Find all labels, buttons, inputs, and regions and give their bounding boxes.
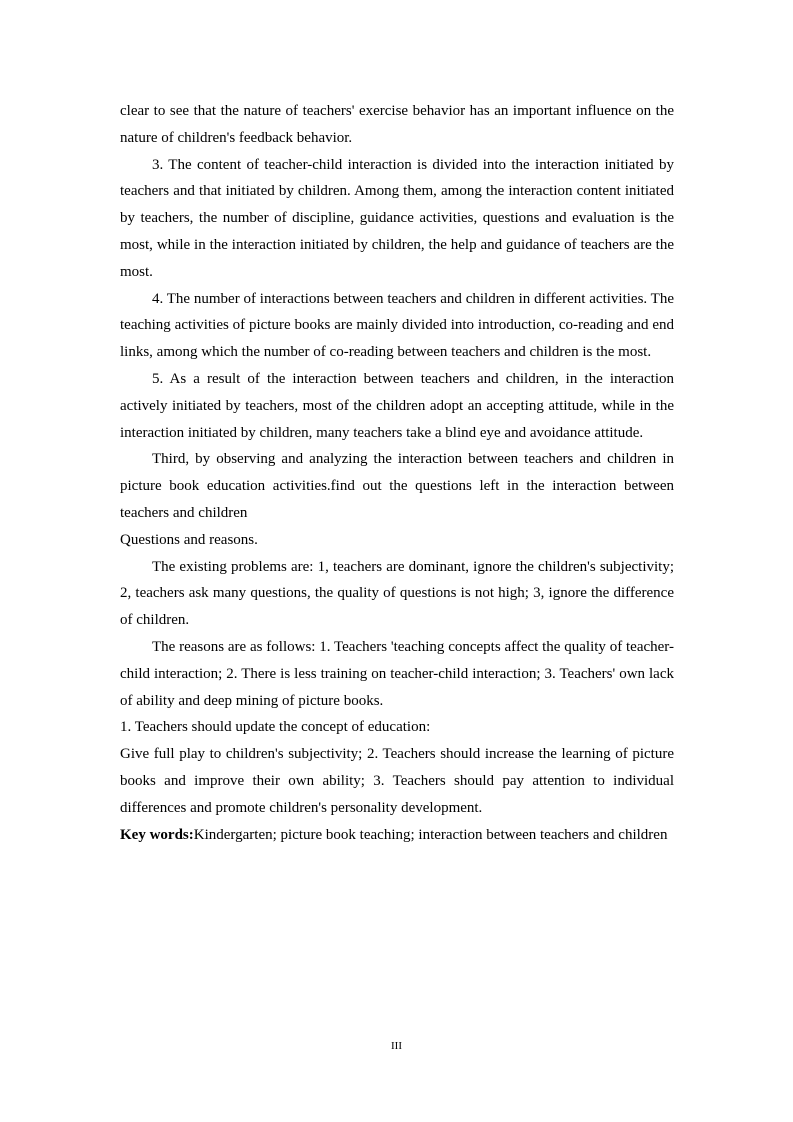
paragraph-point-4: 4. The number of interactions between teachers and children in different activities. The teaching activities of picture books are mainly divided into introduction, co-reading and end links, among which the number of co-reading between teachers and children is the most.	[120, 290, 674, 361]
keywords-text: Kindergarten; picture book teaching; interaction between teachers and children	[193, 826, 668, 843]
paragraph-third: Third, by observing and analyzing the interaction between teachers and children in picture book education activities.find out the questions left in the interaction between teachers and children	[120, 451, 674, 521]
keywords-label: Key words:	[120, 826, 194, 843]
paragraph-problems: The existing problems are: 1, teachers are dominant, ignore the children's subjectivity; 2, teachers ask many questions, the quality of questions is not high; 3, ignore the difference of children.	[120, 558, 674, 629]
document-body	[120, 98, 674, 848]
paragraph-reasons: The reasons are as follows: 1. Teachers 'teaching concepts affect the quality of teacher-child interaction; 2. There is less training on teacher-child interaction; 3. Teachers' own lack of ability and deep mining of picture books.	[120, 638, 674, 709]
keywords-paragraph	[120, 822, 674, 849]
paragraph-suggestions-rest: Give full play to children's subjectivity; 2. Teachers should increase the learning of picture books and improve their own ability; 3. Teachers should pay attention to individual differences and promote children's personality development.	[120, 746, 674, 816]
paragraph-suggestion-1: 1. Teachers should update the concept of education:	[120, 719, 431, 736]
paragraph-point-3: 3. The content of teacher-child interaction is divided into the interaction initiated by teachers and that initiated by children. Among them, among the interaction content initiated by teachers, the number of discipline, guidance activities, questions and evaluation is the most, while in the interaction initiated by children, the help and guidance of teachers are the most.	[120, 156, 674, 280]
page-number: III	[391, 1040, 402, 1052]
paragraph-point-5: 5. As a result of the interaction between teachers and children, in the interaction actively initiated by teachers, most of the children adopt an accepting attitude, while in the interaction initiated by children, many teachers take a blind eye and avoidance attitude.	[120, 370, 674, 441]
paragraph-intro-continuation: clear to see that the nature of teachers' exercise behavior has an important influence on the nature of children's feedback behavior.	[120, 103, 674, 146]
paragraph-questions-reasons: Questions and reasons.	[120, 531, 258, 548]
